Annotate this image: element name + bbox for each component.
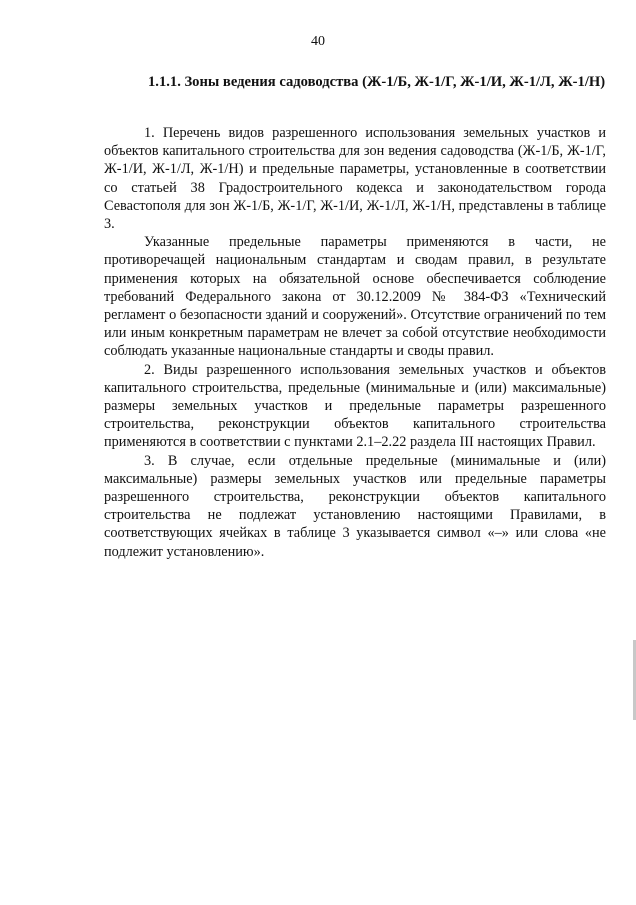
section-heading: 1.1.1. Зоны ведения садоводства (Ж-1/Б, Ж-1/Г, Ж-1/И, Ж-1/Л, Ж-1/Н) (148, 74, 606, 90)
page-number: 40 (311, 34, 325, 49)
paragraph-not-subject-to-establishment: 3. В случае, если отдельные предельные (минимальные и (или) максимальные) размеры земельных участков или предельные параметры разрешенного строительства, реконструкции объектов капитального строительства не подлежат установлению настоящими Правилами, в соответствующих ячейках в таблице 3 указывается символ «–» или слова «не подлежит установлению». (104, 452, 606, 560)
paragraph-limit-parameters: Указанные предельные параметры применяются в части, не противоречащей национальным стандартам и сводам правил, в результате применения которых на обязательной основе обеспечивается соблюдение требований Федерального закона от 30.12.2009 № 384-ФЗ «Технический регламент о безопасности зданий и сооружений». Отсутствие ограничений по тем или иным конкретным параметрам не влечет за собой отсутствие необходимости соблюдать указанные национальные стандарты и своды правил. (104, 234, 606, 360)
paragraph-permitted-uses: 2. Виды разрешенного использования земельных участков и объектов капитального строительства, предельные (минимальные и (или) максимальные) размеры земельных участков и предельные параметры разрешенного строительства, реконструкции объектов капитального строительства применяются в соответствии с пунктами 2.1–2.22 раздела III настоящих Правил. (104, 361, 606, 451)
paragraph-list-of-uses: 1. Перечень видов разрешенного использования земельных участков и объектов капитального строительства для зон ведения садоводства (Ж-1/Б, Ж-1/Г, Ж-1/И, Ж-1/Л, Ж-1/Н) и предельные параметры, установленные в соответствии со статьей 38 Градостроительного кодекса и законодательством города Севастополя для зон Ж-1/Б, Ж-1/Г, Ж-1/И, Ж-1/Л, Ж-1/Н, представлены в таблице 3. (104, 125, 606, 233)
body-text (104, 124, 606, 561)
